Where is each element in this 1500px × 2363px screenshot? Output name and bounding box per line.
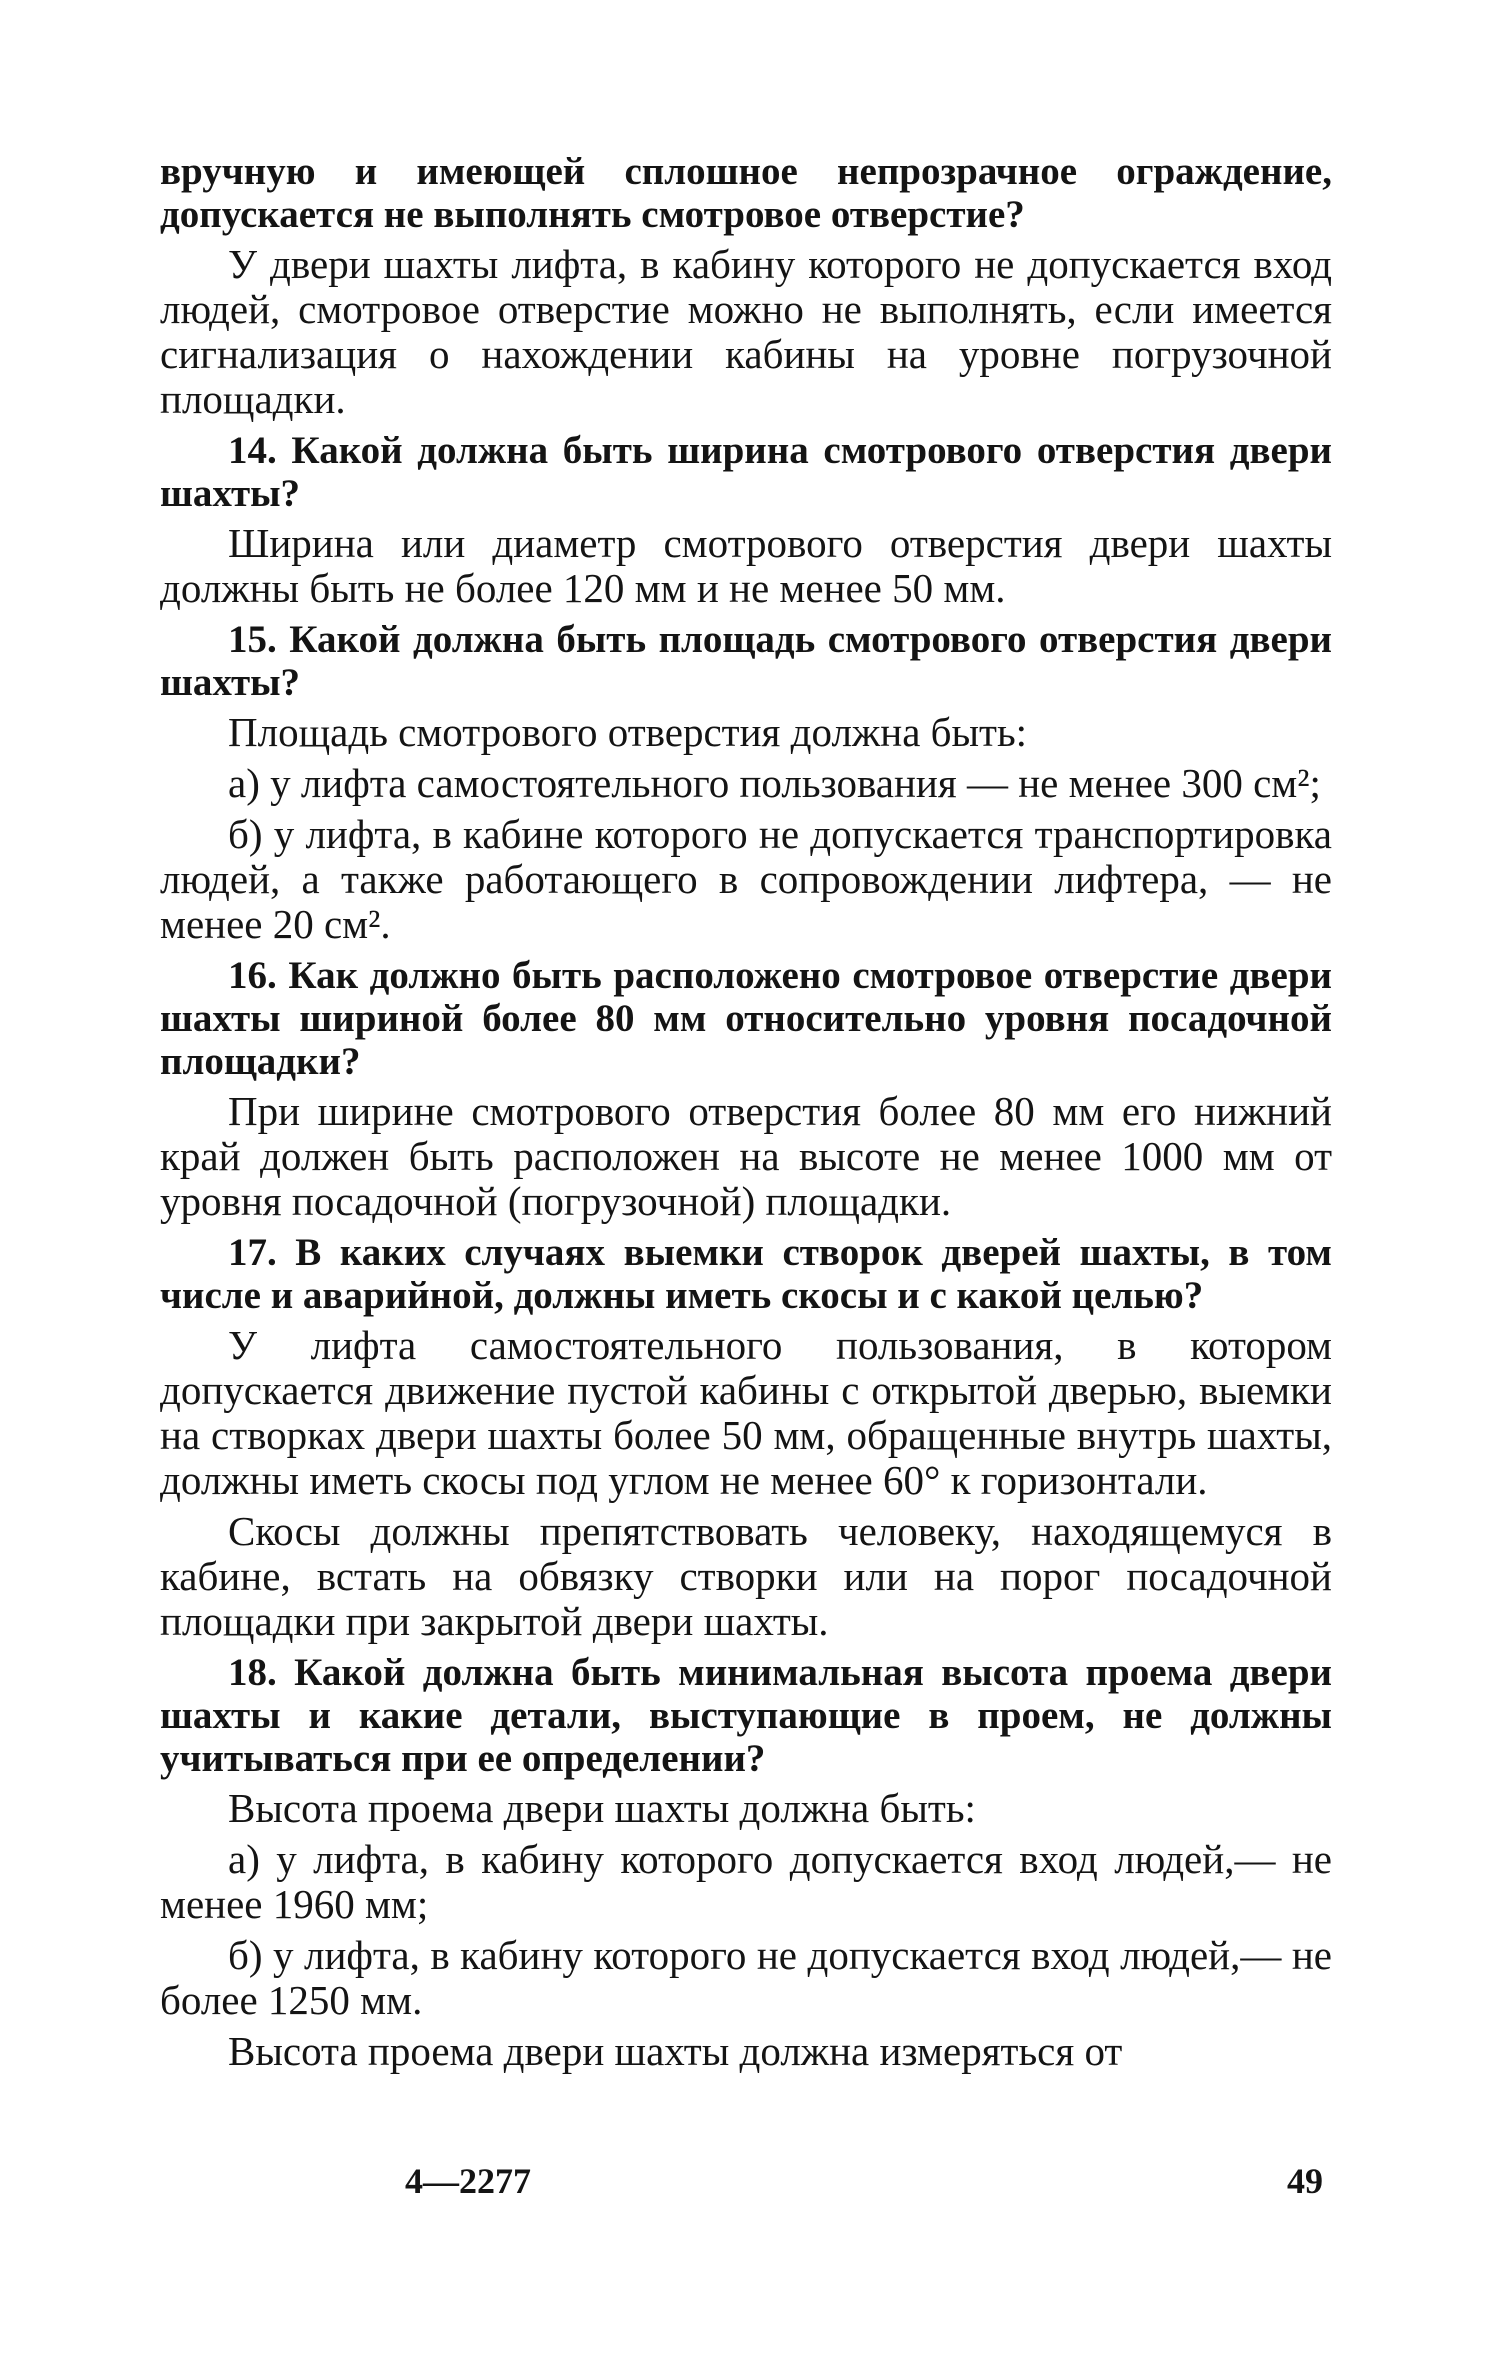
answer-list-item: б) у лифта, в кабину которого не допускается вход людей,— не более 1250 мм. bbox=[160, 1932, 1332, 2023]
answer-paragraph: Высота проема двери шахты должна измеряться от bbox=[228, 2028, 1123, 2074]
answer-list-item: а) у лифта, в кабину которого допускается вход людей,— не менее 1960 мм; bbox=[160, 1836, 1332, 1927]
answer-paragraph: У лифта самостоятельного пользования, в котором допускается движение пустой кабины с открытой дверью, выемки на створках двери шахты более 50 мм, обращенные внутрь шахты, должны иметь скосы под углом не менее 60° к горизонтали. bbox=[160, 1322, 1332, 1503]
answer-list-item: а) у лифта самостоятельного пользования — не менее 300 см²; bbox=[228, 760, 1321, 806]
question-17: 17. В каких случаях выемки створок дверей шахты, в том числе и аварийной, должны иметь скосы и с какой целью? bbox=[160, 1231, 1332, 1317]
question-16: 16. Как должно быть расположено смотровое отверстие двери шахты шириной более 80 мм относительно уровня посадочной площадки? bbox=[160, 954, 1332, 1083]
answer-paragraph: Высота проема двери шахты должна быть: bbox=[228, 1785, 976, 1831]
answer-list-item: б) у лифта, в кабине которого не допускается транспортировка людей, а также работающего в сопровождении лифтера, — не менее 20 см². bbox=[160, 811, 1332, 947]
question-18: 18. Какой должна быть минимальная высота проема двери шахты и какие детали, выступающие в проем, не должны учитываться при ее определении? bbox=[160, 1651, 1332, 1780]
question-15: 15. Какой должна быть площадь смотрового отверстия двери шахты? bbox=[160, 618, 1332, 704]
answer-paragraph: Скосы должны препятствовать человеку, находящемуся в кабине, встать на обвязку створки или на порог посадочной площадки при закрытой двери шахты. bbox=[160, 1508, 1332, 1644]
answer-paragraph: При ширине смотрового отверстия более 80 мм его нижний край должен быть расположен на высоте не менее 1000 мм от уровня посадочной (погрузочной) площадки. bbox=[160, 1088, 1332, 1224]
answer-paragraph: У двери шахты лифта, в кабину которого не допускается вход людей, смотровое отверстие можно не выполнять, если имеется сигнализация о нахождении кабины на уровне погрузочной площадки. bbox=[160, 241, 1332, 422]
question-14: 14. Какой должна быть ширина смотрового отверстия двери шахты? bbox=[160, 429, 1332, 515]
printer-signature: 4—2277 bbox=[405, 2161, 531, 2201]
question-continuation: вручную и имеющей сплошное непрозрачное ограждение, допускается не выполнять смотровое отверстие? bbox=[160, 150, 1332, 236]
page-footer bbox=[0, 2160, 1500, 2210]
page-number: 49 bbox=[1287, 2161, 1323, 2201]
answer-paragraph: Площадь смотрового отверстия должна быть: bbox=[228, 709, 1028, 755]
page-body bbox=[160, 150, 1332, 2074]
answer-paragraph: Ширина или диаметр смотрового отверстия двери шахты должны быть не более 120 мм и не менее 50 мм. bbox=[160, 520, 1332, 611]
